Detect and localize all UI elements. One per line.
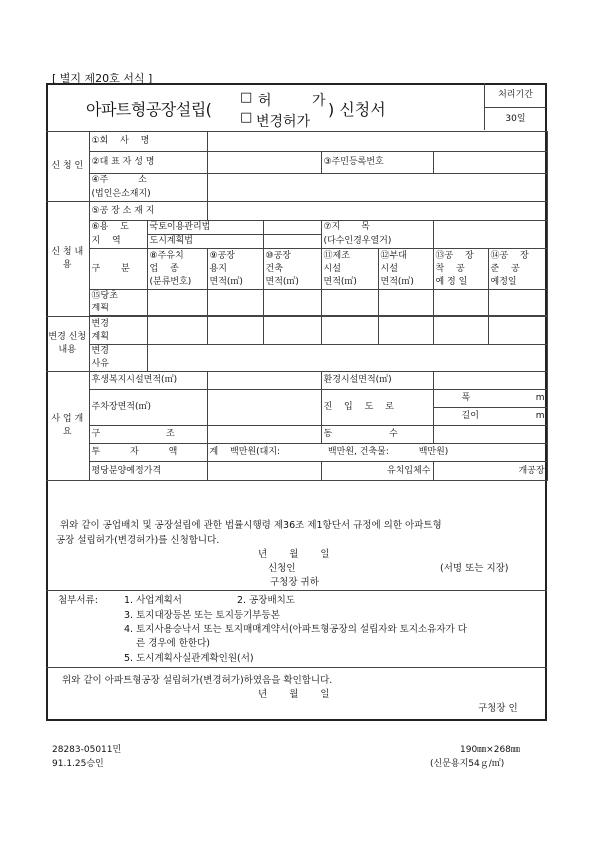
orig-cell[interactable]	[378, 290, 433, 316]
original-plan-label: ⑮당초	[89, 290, 147, 303]
chg-cell[interactable]	[147, 317, 207, 345]
statement-line-1: 위와 같이 공업배치 및 공장설립에 관한 법률시행령 제36조 제1항단서 규정에 의한 아파트형	[60, 520, 442, 531]
statement-line-2: 공장 설립허가(변경허가)를 신청합니다.	[56, 535, 220, 546]
chg-cell[interactable]	[488, 317, 547, 345]
floors-label: 동 수	[321, 426, 433, 444]
change-reason-field[interactable]	[147, 345, 547, 372]
attachment-1: 1. 사업계획서	[124, 595, 182, 606]
chg-cell[interactable]	[207, 317, 263, 345]
title-change-permit: 변경허가	[256, 114, 311, 130]
applicant-section: 신 청 인	[46, 132, 89, 202]
attachment-2: 2. 공장배치도	[237, 595, 295, 606]
company-name-field[interactable]	[207, 132, 547, 152]
attachment-3: 3. 토지대장등본 또는 토지등기부등본	[124, 610, 280, 621]
col-business-type: ⑧주유치 업 종 (분류번호)	[147, 249, 207, 290]
attachment-4b: 른 경우에 한한다)	[136, 638, 210, 649]
col-manufacturing-area: ⑪제조 시설 면적(㎡)	[321, 249, 378, 290]
id-number-label: ③주민등록번호	[321, 152, 433, 174]
orig-cell[interactable]	[147, 290, 207, 316]
col-completion-date: ⑭공 장 준 공 예정일	[488, 249, 547, 290]
sale-price-label: 평당분양예정가격	[89, 462, 207, 481]
statement-date: 년 월 일	[258, 549, 330, 560]
road-width-field[interactable]: 폭 m	[433, 390, 547, 408]
form-number-label: [ 별지 제20호 서식 ]	[52, 72, 153, 85]
floors-field[interactable]	[433, 426, 547, 444]
urban-plan-law-label: 도시계획법	[147, 235, 263, 249]
land-law-label: 국토이용관리법	[147, 221, 263, 235]
statement-applicant: 신청인	[268, 563, 296, 574]
processing-value: 30일	[484, 108, 546, 130]
representative-label: ②대 표 자 성 명	[89, 152, 207, 174]
original-plan-label-2: 계획	[89, 303, 147, 316]
attachment-4: 4. 토지사용승낙서 또는 토지매매계약서(아파트형공장의 설립자와 토지소유자가 다	[124, 624, 467, 635]
welfare-area-label: 후생복지시설면적(㎡)	[89, 372, 207, 390]
representative-field[interactable]	[207, 152, 321, 174]
land-category-note: (다수인경우열거)	[321, 235, 433, 249]
chg-cell[interactable]	[321, 317, 378, 345]
confirm-date: 년 월 일	[258, 689, 330, 700]
processing-label: 처리기간	[484, 83, 546, 108]
form-title	[86, 97, 211, 120]
chg-cell[interactable]	[433, 317, 488, 345]
factory-location-field[interactable]	[207, 202, 547, 221]
address-label: ④주 소	[89, 174, 207, 188]
env-area-field[interactable]	[433, 372, 547, 390]
structure-field[interactable]	[207, 426, 321, 444]
company-name-label: ①회 사 명	[89, 132, 207, 152]
statement-to: 구청장 귀하	[270, 577, 319, 588]
processing-period-box	[484, 83, 547, 132]
footer-paper: (신문용지54ｇ/㎡)	[430, 759, 505, 769]
title-permit: 허	[258, 93, 272, 109]
title-permit-b: 가	[312, 93, 326, 109]
id-number-field[interactable]	[433, 152, 547, 174]
confirm-sign: 구청장 인	[478, 703, 518, 714]
footer-code: 28283-05011민	[52, 745, 122, 755]
orig-cell[interactable]	[207, 290, 263, 316]
confirm-line: 위와 같이 아파트형공장 설립허가(변경허가)하였음을 확인합니다.	[62, 675, 333, 686]
change-plan-label: 변경 계획	[89, 317, 147, 345]
checkbox-change-permit[interactable]: □	[240, 110, 253, 125]
checkbox-permit[interactable]: □	[240, 90, 253, 105]
request-section: 신 청 내 용	[46, 202, 89, 317]
land-law-field[interactable]	[263, 221, 321, 235]
col-factory-land: ⑨공장 용지 면적(㎡)	[207, 249, 263, 290]
parking-area-label: 주차장면적(㎡)	[89, 390, 207, 426]
use-area-label: ⑥용 도	[89, 221, 147, 235]
parking-area-field[interactable]	[207, 390, 321, 426]
investment-field[interactable]: 계 백만원(대지: 백만원, 건축물: 백만원)	[207, 444, 547, 462]
sale-price-field[interactable]	[207, 462, 321, 481]
business-section: 사 업 개 요	[46, 372, 89, 481]
access-road-label: 진 입 도 로	[321, 390, 433, 426]
urban-plan-law-field[interactable]	[263, 235, 321, 249]
footer-approved: 91.1.25승인	[52, 759, 104, 769]
title-end: ) 신청서	[328, 100, 386, 119]
factory-location-label: ⑤공 장 소 재 지	[89, 202, 207, 221]
tenants-field[interactable]: 개공장	[433, 462, 547, 481]
welfare-area-field[interactable]	[207, 372, 321, 390]
title-main: 아파트형공장설립(	[86, 100, 212, 119]
orig-cell[interactable]	[433, 290, 488, 316]
attachments-label: 첨부서류:	[58, 595, 98, 606]
use-area-label-2: 지 역	[89, 235, 147, 249]
division-label: 구 분	[89, 249, 147, 290]
chg-cell[interactable]	[263, 317, 321, 345]
orig-cell[interactable]	[263, 290, 321, 316]
attachment-5: 5. 도시계획사실관계확인원(서)	[124, 653, 254, 664]
divider-1	[46, 590, 547, 591]
address-note: (법인은소재지)	[89, 188, 207, 202]
col-start-date: ⑬공 장 착 공 예 정 일	[433, 249, 488, 290]
change-section: 변경 신청 내용	[46, 317, 89, 372]
orig-cell[interactable]	[321, 290, 378, 316]
env-area-label: 환경시설면적(㎡)	[321, 372, 433, 390]
col-building-area: ⑩공장 건축 면적(㎡)	[263, 249, 321, 290]
statement-sign: (서명 또는 지장)	[440, 563, 509, 574]
change-reason-label: 변경 사유	[89, 345, 147, 372]
col-auxiliary-area: ⑫부대 시설 면적(㎡)	[378, 249, 433, 290]
orig-cell[interactable]	[488, 290, 547, 316]
investment-label: 투 자 액	[89, 444, 207, 462]
land-category-field[interactable]	[433, 221, 547, 249]
road-length-field[interactable]: 길이 m	[433, 408, 547, 426]
title-area	[46, 83, 547, 132]
tenants-label: 유치입체수	[321, 462, 433, 481]
footer-size: 190㎜×268㎜	[460, 745, 520, 755]
land-category-label: ⑦지 목	[321, 221, 433, 235]
chg-cell[interactable]	[378, 317, 433, 345]
divider-2	[46, 667, 547, 668]
structure-label: 구 조	[89, 426, 207, 444]
address-field[interactable]	[207, 174, 547, 202]
